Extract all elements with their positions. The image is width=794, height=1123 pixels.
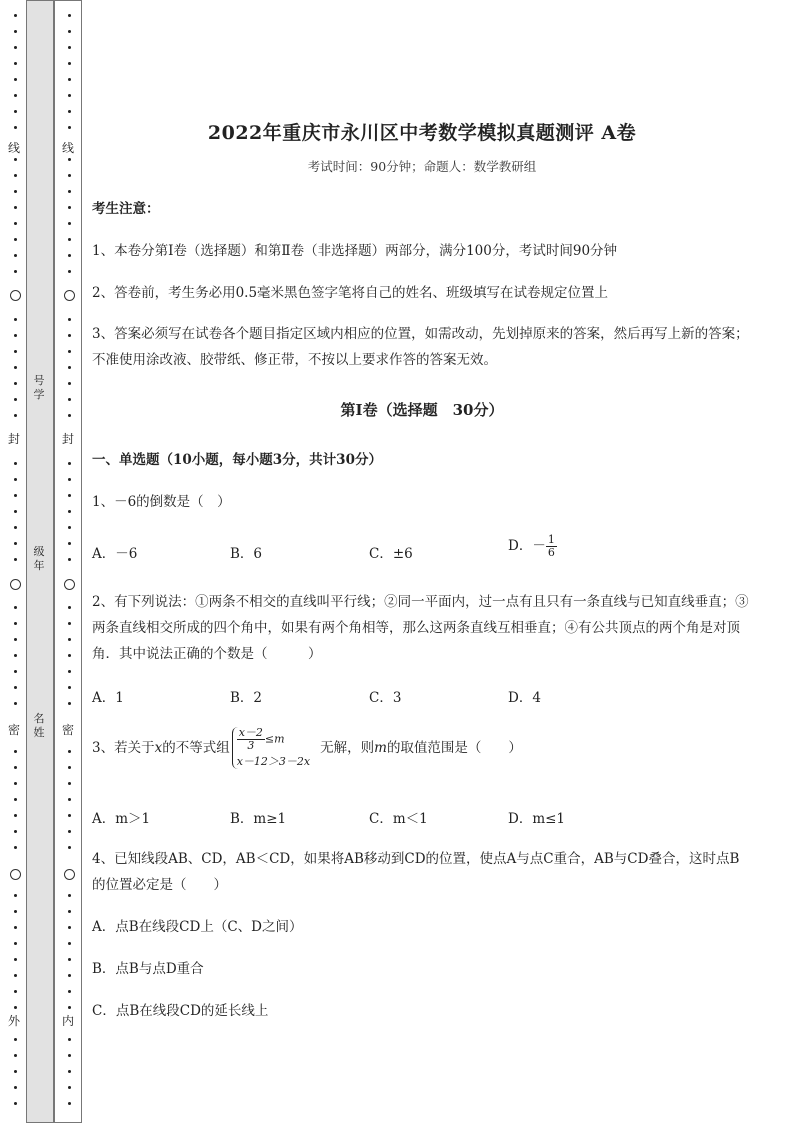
binding-dots-outer <box>6 6 26 1116</box>
inner-dot <box>68 622 71 625</box>
inner-dot <box>68 350 71 353</box>
inner-cut-mark: 内 <box>62 1014 75 1028</box>
outer-dot <box>14 78 17 81</box>
inner-dot <box>68 78 71 81</box>
q3-option-b[interactable]: B．m≥1 <box>230 811 287 827</box>
q3-ineq1-num: x－2 <box>238 726 263 739</box>
inner-dot <box>68 62 71 65</box>
field-label-number: 号学 <box>33 374 45 401</box>
outer-dot <box>14 542 17 545</box>
outer-dot <box>14 30 17 33</box>
inner-cut-mark: 封 <box>62 432 75 446</box>
inner-dot <box>68 702 71 705</box>
outer-dot <box>14 334 17 337</box>
outer-dot <box>14 238 17 241</box>
inner-dot <box>68 46 71 49</box>
inner-dot <box>68 238 71 241</box>
outer-dot <box>14 14 17 17</box>
inner-dot <box>68 1102 71 1105</box>
inner-dot <box>68 414 71 417</box>
inner-dot <box>68 766 71 769</box>
exam-title: 2022年重庆市永川区中考数学模拟真题测评 A卷 <box>207 122 637 144</box>
outer-dot <box>14 174 17 177</box>
inner-dot <box>68 334 71 337</box>
notice-heading: 考生注意： <box>92 201 160 217</box>
outer-dot <box>14 190 17 193</box>
inner-cut-mark: 密 <box>62 723 75 737</box>
inner-dot <box>68 606 71 609</box>
outer-dot <box>14 1054 17 1057</box>
outer-dot <box>14 526 17 529</box>
outer-dot <box>14 750 17 753</box>
outer-dot <box>14 910 17 913</box>
outer-cut-mark: 密 <box>8 723 21 737</box>
outer-dot <box>14 206 17 209</box>
inner-dot <box>68 366 71 369</box>
inner-dot <box>68 686 71 689</box>
field-label-grade: 级年 <box>33 545 45 572</box>
outer-dot <box>14 830 17 833</box>
outer-dot <box>14 110 17 113</box>
inner-ring-mark <box>64 290 75 301</box>
outer-dot <box>14 1006 17 1009</box>
q1-option-c[interactable]: C．±6 <box>369 546 413 562</box>
question-4-stem: 4、已知线段AB、CD，AB＜CD，如果将AB移动到CD的位置，使点A与点C重合，AB与CD叠合，这时点B的位置必定是（ ） <box>92 851 740 893</box>
outer-dot <box>14 46 17 49</box>
inner-dot <box>68 382 71 385</box>
outer-dot <box>14 158 17 161</box>
inner-dot <box>68 638 71 641</box>
outer-dot <box>14 846 17 849</box>
q1-option-d-fraction <box>546 534 557 559</box>
outer-dot <box>14 942 17 945</box>
outer-cut-mark: 封 <box>8 432 21 446</box>
exam-meta: 考试时间：90分钟；命题人：数学教研组 <box>307 159 537 174</box>
outer-dot <box>14 270 17 273</box>
outer-dot <box>14 414 17 417</box>
outer-dot <box>14 558 17 561</box>
outer-dot <box>14 254 17 257</box>
outer-cut-mark: 外 <box>8 1014 21 1028</box>
inner-dot <box>68 206 71 209</box>
outer-ring-mark <box>10 579 21 590</box>
inner-ring-mark <box>64 869 75 880</box>
outer-ring-mark <box>10 869 21 880</box>
q1-option-d[interactable] <box>508 534 557 559</box>
inner-dot <box>68 1054 71 1057</box>
inner-dot <box>68 510 71 513</box>
outer-dot <box>14 670 17 673</box>
field-label-name: 名姓 <box>33 712 45 739</box>
outer-dot <box>14 1086 17 1089</box>
inner-dot <box>68 846 71 849</box>
inner-dot <box>68 942 71 945</box>
inner-dot <box>68 814 71 817</box>
notice-item-2: 2、答卷前，考生务必用0.5毫米黑色签字笔将自己的姓名、班级填写在试卷规定位置上 <box>92 285 609 301</box>
inner-dot <box>68 1070 71 1073</box>
outer-dot <box>14 798 17 801</box>
q2-option-d[interactable]: D．4 <box>508 690 541 706</box>
outer-dot <box>14 62 17 65</box>
outer-dot <box>14 606 17 609</box>
inner-dot <box>68 782 71 785</box>
outer-dot <box>14 990 17 993</box>
inner-dot <box>68 494 71 497</box>
inner-dot <box>68 830 71 833</box>
question-1-stem: 1、－6的倒数是（ ） <box>92 494 231 510</box>
inner-dot <box>68 542 71 545</box>
q1-option-b[interactable]: B．6 <box>230 546 263 562</box>
outer-dot <box>14 382 17 385</box>
inner-dot <box>68 126 71 129</box>
outer-dot <box>14 894 17 897</box>
inner-ring-mark <box>64 579 75 590</box>
question-2-options <box>92 686 752 708</box>
q3-ineq2: x－12＞3－2x <box>236 755 311 768</box>
outer-dot <box>14 350 17 353</box>
q2-option-b[interactable]: B．2 <box>230 690 263 706</box>
outer-dot <box>14 814 17 817</box>
outer-ring-mark <box>10 290 21 301</box>
q3-stem-pre: 3、若关于 <box>92 740 155 756</box>
q3-inequality-system <box>232 727 310 769</box>
inner-cut-mark: 线 <box>62 141 75 155</box>
inner-dot <box>68 894 71 897</box>
q3-ineq1-den: 3 <box>247 739 255 752</box>
outer-dot <box>14 622 17 625</box>
q1-d-denominator: 6 <box>547 546 555 559</box>
outer-dot <box>14 638 17 641</box>
inner-dot <box>68 158 71 161</box>
inner-dot <box>68 990 71 993</box>
inner-dot <box>68 958 71 961</box>
outer-dot <box>14 510 17 513</box>
q3-var-x: x <box>154 740 163 756</box>
section-heading: 一、单选题（10小题，每小题3分，共计30分） <box>92 452 382 468</box>
outer-dot <box>14 766 17 769</box>
inner-dot <box>68 222 71 225</box>
q3-stem-post2: 的取值范围是（ ） <box>386 740 522 756</box>
q1-d-numerator: 1 <box>547 533 555 546</box>
inner-dot <box>68 974 71 977</box>
q3-ineq1-fraction <box>237 727 265 752</box>
q3-option-c[interactable]: C．m＜1 <box>369 811 428 827</box>
q3-var-m: m <box>374 740 387 756</box>
q2-option-c[interactable]: C．3 <box>369 690 402 706</box>
part1-title: 第I卷（选择题 30分） <box>340 401 504 419</box>
outer-dot <box>14 94 17 97</box>
inner-dot <box>68 254 71 257</box>
outer-dot <box>14 366 17 369</box>
inner-dot <box>68 526 71 529</box>
outer-dot <box>14 1102 17 1105</box>
outer-dot <box>14 494 17 497</box>
inner-dot <box>68 1086 71 1089</box>
inner-dot <box>68 750 71 753</box>
inner-dot <box>68 30 71 33</box>
outer-dot <box>14 702 17 705</box>
outer-dot <box>14 462 17 465</box>
notice-item-1: 1、本卷分第I卷（选择题）和第Ⅱ卷（非选择题）两部分，满分100分，考试时间90分钟 <box>92 243 618 259</box>
binding-dots-inner <box>60 6 80 1116</box>
inner-dot <box>68 318 71 321</box>
q4-option-c[interactable]: C．点B在线段CD的延长线上 <box>92 1003 269 1019</box>
outer-dot <box>14 958 17 961</box>
q4-option-a[interactable]: A．点B在线段CD上（C、D之间） <box>92 919 303 935</box>
inner-dot <box>68 670 71 673</box>
q1-option-d-prefix: D．－ <box>508 538 546 554</box>
q3-option-a[interactable]: A．m＞1 <box>92 811 151 827</box>
q3-stem-post1: 无解，则 <box>320 740 375 756</box>
outer-dot <box>14 974 17 977</box>
outer-dot <box>14 222 17 225</box>
q3-ineq1-rhs: ≤m <box>264 732 285 746</box>
outer-dot <box>14 1070 17 1073</box>
q3-stem-mid: 的不等式组 <box>162 740 230 756</box>
q1-option-a[interactable]: A．－6 <box>92 546 138 562</box>
question-1-options <box>92 533 752 564</box>
inner-dot <box>68 270 71 273</box>
q4-option-b[interactable]: B．点B与点D重合 <box>92 961 204 977</box>
question-3-options <box>92 807 752 829</box>
outer-dot <box>14 654 17 657</box>
q2-option-a[interactable]: A．1 <box>92 690 124 706</box>
outer-dot <box>14 1038 17 1041</box>
question-3-stem <box>92 727 752 769</box>
outer-dot <box>14 478 17 481</box>
inner-dot <box>68 1038 71 1041</box>
outer-dot <box>14 782 17 785</box>
inner-dot <box>68 174 71 177</box>
inner-dot <box>68 798 71 801</box>
inner-dot <box>68 478 71 481</box>
outer-cut-mark: 线 <box>8 141 21 155</box>
outer-dot <box>14 126 17 129</box>
outer-dot <box>14 686 17 689</box>
outer-dot <box>14 318 17 321</box>
inner-dot <box>68 926 71 929</box>
outer-dot <box>14 926 17 929</box>
inner-dot <box>68 910 71 913</box>
inner-dot <box>68 190 71 193</box>
inner-dot <box>68 462 71 465</box>
inner-dot <box>68 1006 71 1009</box>
inner-dot <box>68 110 71 113</box>
inner-dot <box>68 398 71 401</box>
inner-dot <box>68 14 71 17</box>
outer-dot <box>14 398 17 401</box>
question-2-stem: 2、有下列说法：①两条不相交的直线叫平行线；②同一平面内，过一点有且只有一条直线与已知直线垂直；③两条直线相交所成的四个角中，如果有两个角相等，那么这两条直线互相垂直；④有公共顶点的两个角是对顶角．其中说法正确的个数是（ ） <box>92 594 749 662</box>
inner-dot <box>68 94 71 97</box>
q3-option-d[interactable]: D．m≤1 <box>508 811 566 827</box>
notice-item-3: 3、答案必须写在试卷各个题目指定区域内相应的位置，如需改动，先划掉原来的答案，然后再写上新的答案；不准使用涂改液、胶带纸、修正带，不按以上要求作答的答案无效。 <box>92 326 749 368</box>
inner-dot <box>68 654 71 657</box>
inner-dot <box>68 558 71 561</box>
